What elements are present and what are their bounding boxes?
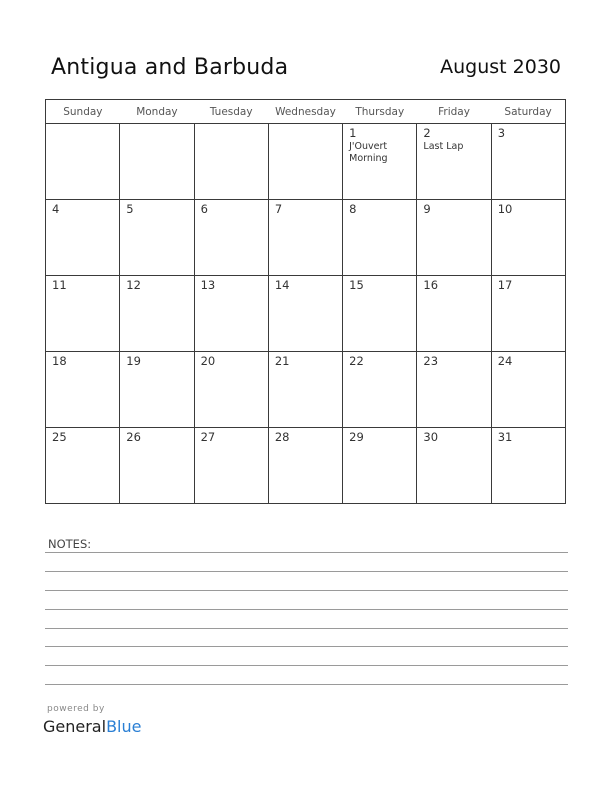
calendar-week-row (46, 352, 566, 428)
day-number: 10 (497, 202, 513, 216)
calendar-day-cell (46, 428, 120, 504)
calendar-week-row (46, 200, 566, 276)
brand-logo-part2: Blue (106, 717, 142, 736)
calendar-day-cell (491, 352, 565, 428)
day-number: 2 (423, 126, 431, 140)
day-number: 21 (274, 354, 290, 368)
calendar-day-cell (491, 124, 565, 200)
day-number: 15 (349, 278, 364, 292)
brand-logo-part1: General (43, 717, 107, 736)
calendar-day-cell (417, 352, 491, 428)
calendar-day-cell (194, 200, 268, 276)
calendar-week-row (46, 428, 566, 504)
calendar-week-row (46, 124, 566, 200)
holiday-label: J'Ouvert Morning (349, 141, 388, 164)
calendar-day-cell (268, 276, 342, 352)
calendar-day-cell (120, 352, 194, 428)
note-line (45, 590, 568, 591)
calendar-day-cell (343, 276, 417, 352)
day-number: 16 (423, 278, 439, 292)
day-number: 27 (200, 430, 216, 444)
day-number: 12 (126, 278, 141, 292)
calendar-day-cell (268, 200, 342, 276)
note-line (45, 628, 568, 629)
calendar-day-cell (343, 200, 417, 276)
day-number: 25 (52, 430, 67, 444)
weekday-header: Monday (120, 100, 194, 124)
calendar-day-cell (120, 124, 194, 200)
day-number: 26 (126, 430, 141, 444)
note-line (45, 665, 568, 666)
calendar-day-cell (491, 428, 565, 504)
weekday-header: Wednesday (268, 100, 342, 124)
calendar-day-cell (417, 276, 491, 352)
calendar-day-cell (343, 352, 417, 428)
note-line (45, 571, 568, 572)
calendar-day-cell (46, 124, 120, 200)
day-number: 17 (497, 278, 513, 292)
day-number: 22 (349, 354, 364, 368)
powered-by-text: powered by (47, 704, 105, 714)
calendar-grid (45, 99, 566, 504)
day-number: 30 (423, 430, 439, 444)
day-number: 18 (52, 354, 67, 368)
calendar-day-cell (417, 200, 491, 276)
calendar-day-cell (268, 124, 342, 200)
calendar-day-cell (46, 352, 120, 428)
notes-label: NOTES: (48, 537, 92, 551)
day-number: 1 (349, 126, 357, 140)
day-number: 29 (349, 430, 364, 444)
holiday-label: Last Lap (423, 141, 464, 152)
weekday-header: Friday (417, 100, 491, 124)
calendar-day-cell (120, 200, 194, 276)
weekday-header: Saturday (491, 100, 565, 124)
day-number: 31 (497, 430, 513, 444)
weekday-header: Tuesday (194, 100, 268, 124)
weekday-header-row (46, 100, 566, 124)
day-number: 14 (274, 278, 290, 292)
calendar-day-cell (491, 200, 565, 276)
calendar-week-row (46, 276, 566, 352)
note-line (45, 609, 568, 610)
day-number: 3 (497, 126, 506, 140)
calendar-day-cell (120, 428, 194, 504)
calendar-day-cell (268, 352, 342, 428)
day-number: 13 (200, 278, 216, 292)
note-line (45, 552, 568, 553)
calendar-day-cell (194, 276, 268, 352)
day-number: 4 (52, 202, 60, 216)
calendar-day-cell (46, 200, 120, 276)
weekday-header: Thursday (343, 100, 417, 124)
calendar-day-cell (194, 352, 268, 428)
day-number: 20 (200, 354, 216, 368)
calendar-country-title: Antigua and Barbuda (51, 55, 289, 80)
calendar-day-cell (46, 276, 120, 352)
day-number: 5 (126, 202, 134, 216)
weekday-header: Sunday (46, 100, 120, 124)
brand-logo (43, 717, 141, 736)
calendar-month-year: August 2030 (440, 56, 561, 78)
calendar-day-cell (268, 428, 342, 504)
day-number: 23 (423, 354, 439, 368)
calendar-day-cell (120, 276, 194, 352)
calendar-day-cell (194, 428, 268, 504)
calendar-day-cell (194, 124, 268, 200)
day-number: 24 (497, 354, 513, 368)
day-number: 19 (126, 354, 141, 368)
calendar-day-cell (343, 428, 417, 504)
day-number: 7 (274, 202, 283, 216)
day-number: 9 (423, 202, 431, 216)
note-line (45, 684, 568, 685)
day-number: 8 (349, 202, 357, 216)
calendar-day-cell (343, 124, 417, 200)
day-number: 6 (200, 202, 208, 216)
calendar-day-cell (417, 428, 491, 504)
day-number: 28 (274, 430, 290, 444)
day-number: 11 (52, 278, 67, 292)
calendar-day-cell (417, 124, 491, 200)
calendar-day-cell (491, 276, 565, 352)
note-line (45, 646, 568, 647)
